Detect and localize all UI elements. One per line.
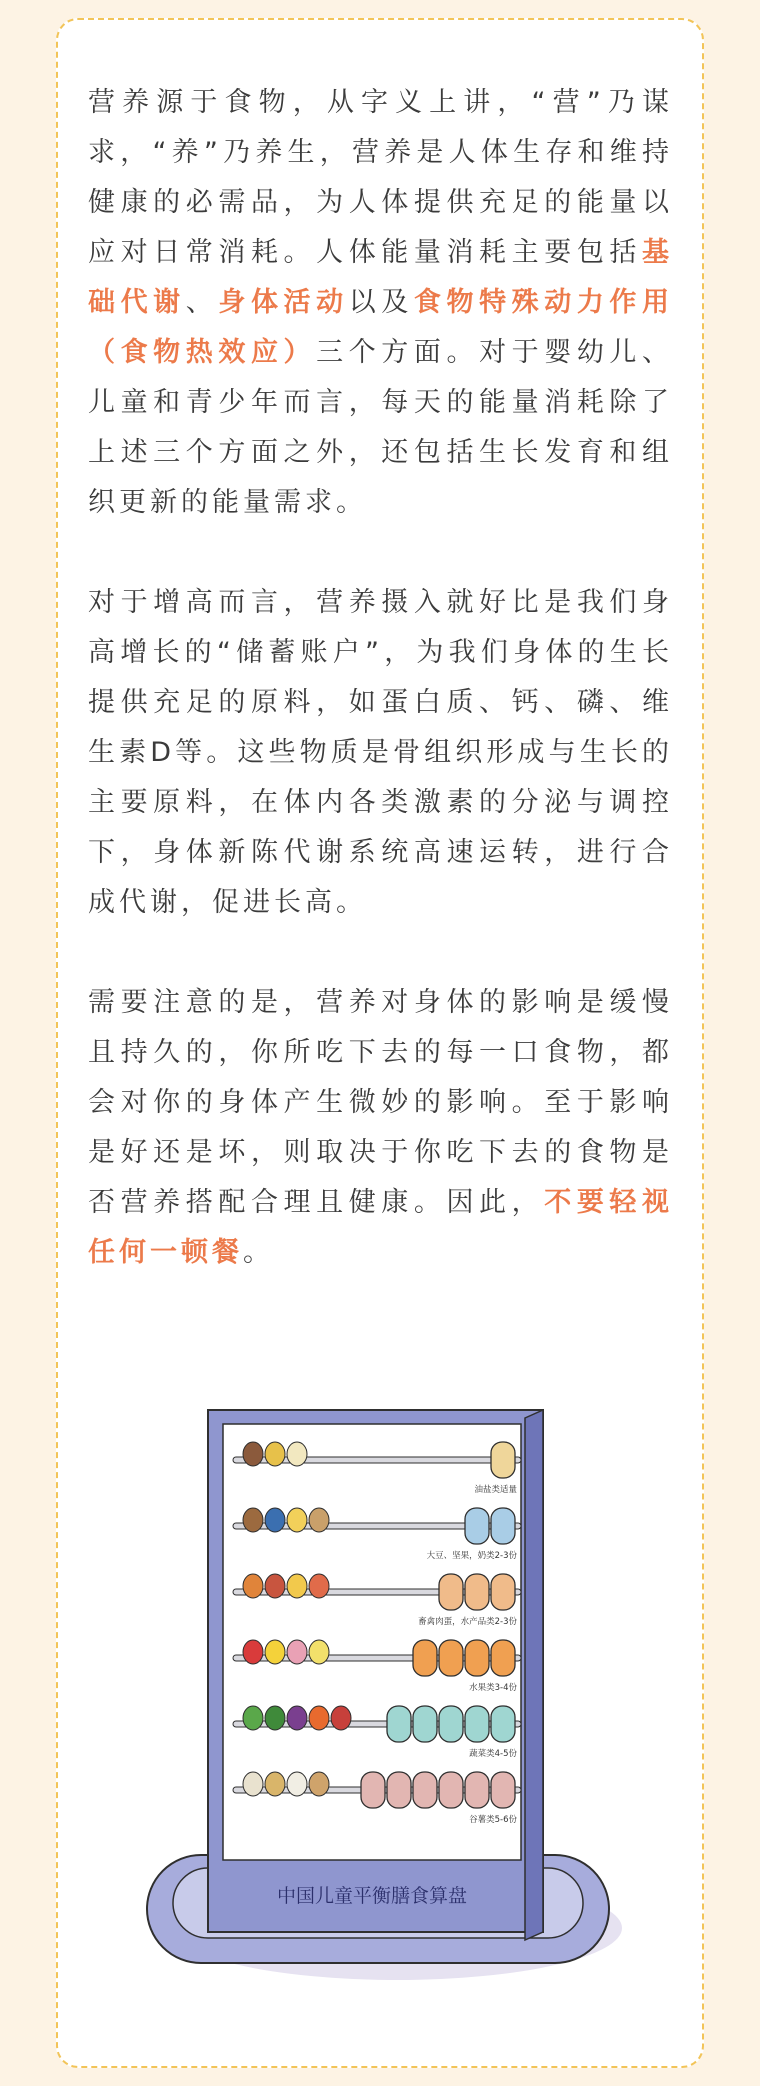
p3-text-a: 需要注意的是，营养对身体的影响是缓慢且持久的，你所吃下去的每一口食物，都会对你的身体产生微妙的影响。至于影响是好还是坏，则取决于你吃下去的食物是否营养搭配合理且健康。因此，	[88, 987, 673, 1218]
food-icon	[265, 1442, 285, 1466]
abacus-row-label: 蔬菜类4-5份	[469, 1749, 517, 1759]
abacus-bead	[413, 1772, 437, 1808]
abacus-bead	[491, 1574, 515, 1610]
paragraph-1	[88, 78, 673, 528]
abacus-title: 中国儿童平衡膳食算盘	[276, 1885, 468, 1907]
abacus-bead	[465, 1508, 489, 1544]
highlight-dont-skip-meals: 不要轻视任何一顿餐	[88, 1187, 674, 1268]
abacus-bead	[439, 1772, 463, 1808]
p1-text-d: 三个方面。对于婴幼儿、儿童和青少年而言，每天的能量消耗除了上述三个方面之外，还包括生长发育和组织更新的能量需求。	[88, 337, 674, 518]
food-icon	[265, 1508, 285, 1532]
food-icon	[265, 1640, 285, 1664]
p1-text-b: 、	[185, 287, 219, 318]
p3-text-b: 。	[243, 1237, 274, 1268]
food-icon	[265, 1574, 285, 1598]
food-icon	[287, 1772, 307, 1796]
food-icon	[309, 1772, 329, 1796]
abacus-bead	[387, 1706, 411, 1742]
abacus-bead	[491, 1442, 515, 1478]
abacus-bead	[439, 1574, 463, 1610]
food-icon	[265, 1706, 285, 1730]
food-icon	[309, 1574, 329, 1598]
abacus-bead	[361, 1772, 385, 1808]
highlight-physical-activity: 身体活动	[218, 287, 349, 318]
abacus-row-label: 大豆、坚果，奶类2-3份	[426, 1551, 517, 1561]
article-body	[88, 78, 673, 1328]
food-icon	[243, 1640, 263, 1664]
abacus-frame-side	[525, 1410, 543, 1940]
abacus-bead	[491, 1508, 515, 1544]
food-icon	[287, 1442, 307, 1466]
abacus-row-label: 水果类3-4份	[469, 1683, 517, 1693]
abacus-bead	[413, 1706, 437, 1742]
food-icon	[287, 1640, 307, 1664]
food-icon	[309, 1706, 329, 1730]
abacus-bead	[465, 1574, 489, 1610]
p1-text-a: 营养源于食物，从字义上讲，“营”乃谋求，“养”乃养生，营养是人体生存和维持健康的必需品，为人体提供充足的能量以应对日常消耗。人体能量消耗主要包括	[88, 87, 673, 268]
abacus-bead	[439, 1640, 463, 1676]
abacus-svg	[135, 1400, 635, 1985]
abacus-row-label: 畜禽肉蛋，水产品类2-3份	[418, 1617, 517, 1627]
abacus-bead	[439, 1706, 463, 1742]
abacus-bead	[413, 1640, 437, 1676]
food-icon	[287, 1706, 307, 1730]
abacus-row-label: 谷薯类5-6份	[469, 1815, 517, 1825]
food-icon	[243, 1706, 263, 1730]
food-icon	[287, 1508, 307, 1532]
abacus-bead	[491, 1640, 515, 1676]
food-icon	[243, 1508, 263, 1532]
abacus-bead	[465, 1772, 489, 1808]
abacus-bead	[491, 1706, 515, 1742]
balanced-diet-abacus-illustration	[135, 1400, 635, 1985]
highlight-basal-metabolism: 基础代谢	[88, 237, 673, 318]
p1-text-c: 以及	[348, 287, 414, 318]
food-icon	[243, 1772, 263, 1796]
abacus-row-label: 油盐类适量	[474, 1485, 517, 1495]
abacus-bead	[465, 1706, 489, 1742]
food-icon	[309, 1640, 329, 1664]
abacus-bead	[465, 1640, 489, 1676]
food-icon	[309, 1508, 329, 1532]
food-icon	[243, 1442, 263, 1466]
food-icon	[287, 1574, 307, 1598]
highlight-thermic-effect: 食物特殊动力作用（食物热效应）	[88, 287, 674, 368]
abacus-bead	[491, 1772, 515, 1808]
paragraph-3	[88, 978, 673, 1278]
abacus-bead	[387, 1772, 411, 1808]
food-icon	[331, 1706, 351, 1730]
food-icon	[243, 1574, 263, 1598]
paragraph-2: 对于增高而言，营养摄入就好比是我们身高增长的“储蓄账户”，为我们身体的生长提供充足的原料，如蛋白质、钙、磷、维生素D等。这些物质是骨组织形成与生长的主要原料，在体内各类激素的分泌与调控下，身体新陈代谢系统高速运转，进行合成代谢，促进长高。	[88, 587, 673, 918]
food-icon	[265, 1772, 285, 1796]
